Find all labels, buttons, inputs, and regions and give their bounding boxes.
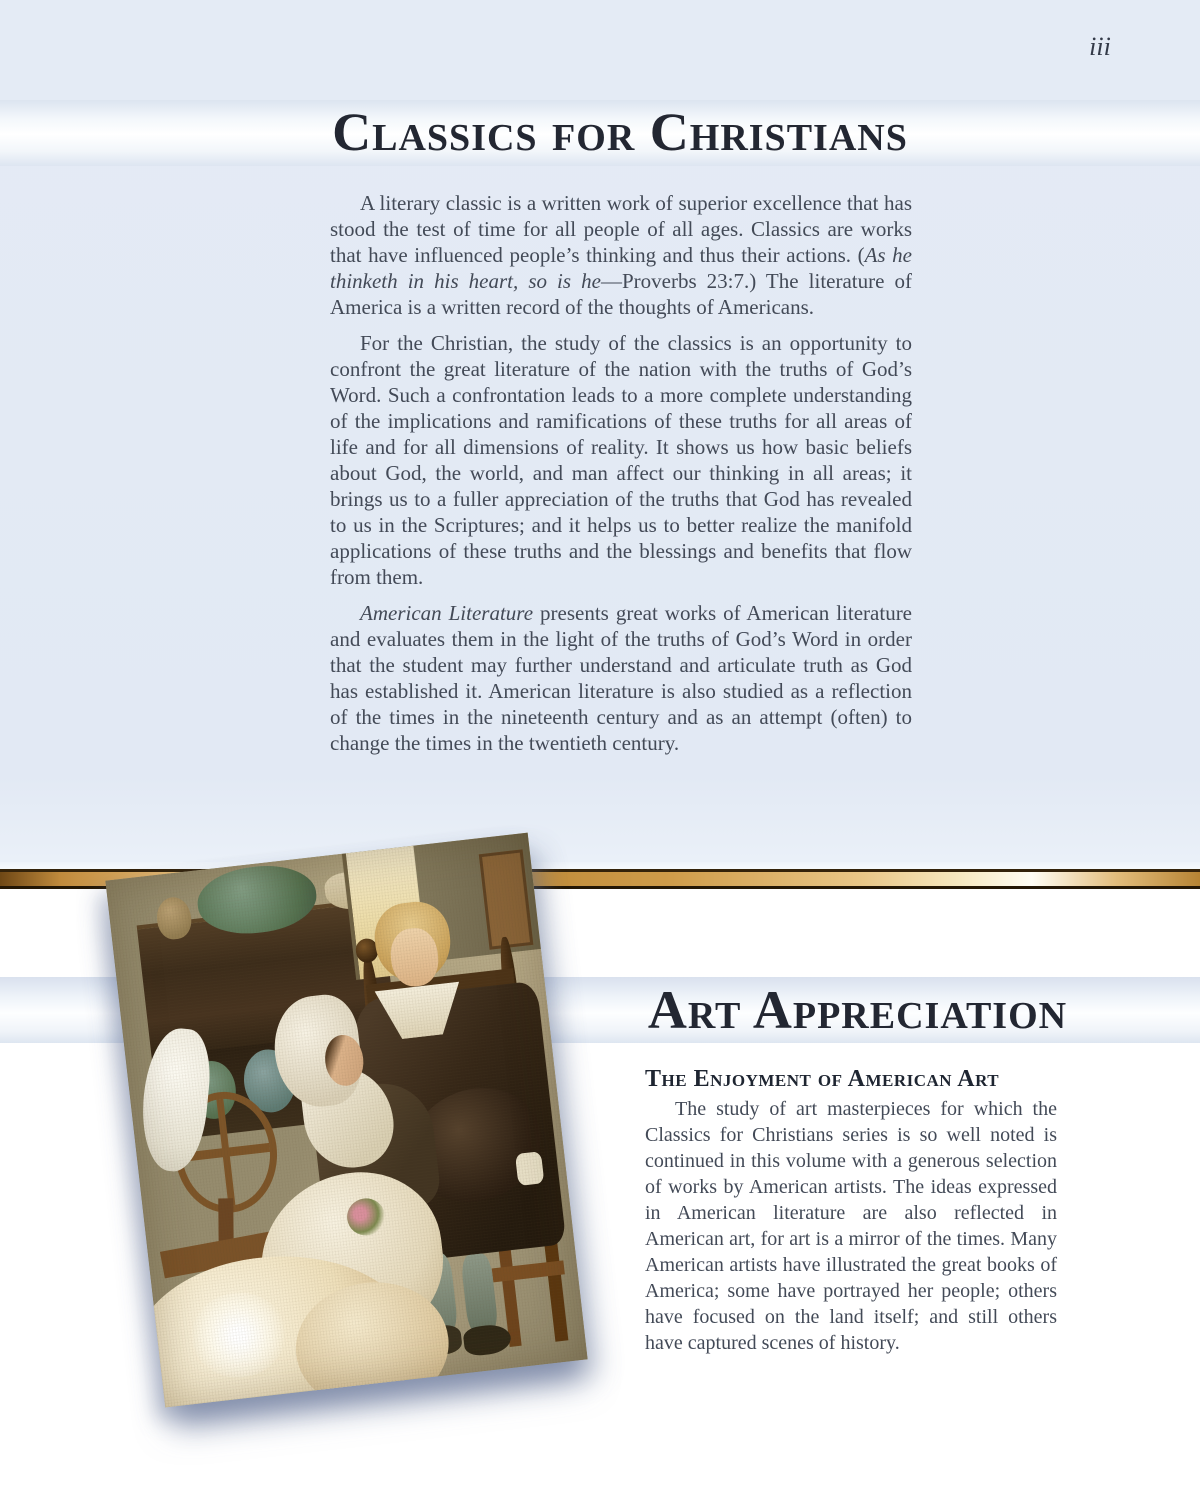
page-number: iii bbox=[1089, 32, 1111, 61]
painting-illustration bbox=[105, 833, 587, 1408]
art-subtitle: The Enjoyment of American Art bbox=[645, 1066, 1000, 1092]
classics-paragraph-2: For the Christian, the study of the classics is an opportunity to confront the great literature of the nation with the truths of God’s Word. Such a confrontation leads to a more complete understanding of the implications and ramifications of these truths for all areas of life and for all dimensions of reality. It shows us how basic beliefs about God, the world, and man affect our thinking in all areas; it brings us to a fuller appreciation of the truths that God has revealed to us in the Scriptures; and it helps us to better realize the manifold applications of these truths and the blessings and benefits that flow from them. bbox=[330, 331, 912, 589]
classics-paragraph-3: American Literature presents great works of American literature and evaluates them in the light of the truths of God’s Word in order that the student may further understand and articulate truth as God has established it. American literature is also studied as a reflection of the times in the nineteenth century and as an attempt (often) to change the times in the twentieth century. bbox=[330, 601, 913, 755]
art-body-column bbox=[645, 1096, 1057, 1356]
art-title: Art Appreciation bbox=[647, 980, 1068, 1040]
classics-title: Classics for Christians bbox=[332, 102, 908, 162]
art-paragraph: The study of art masterpieces for which the Classics for Christians series is so well noted is continued in this volume with a generous selection of works by American artists. The ideas expressed in American literature are also reflected in American art, for art is a mirror of the times. Many American artists have illustrated the great books of America; some have portrayed her people; others have focused on the land itself; and still others have captured scenes of history. bbox=[645, 1098, 1057, 1354]
classics-paragraph-1: A literary classic is a written work of superior excellence that has stood the test of time for all people of all ages. Classics are works that have influenced people’s thinking and thus their actions. (As he thinketh in his heart, so is he—Proverbs 23:7.) The literature of America is a written record of the thoughts of Americans. bbox=[330, 191, 913, 319]
classics-body-column bbox=[330, 190, 912, 766]
painting-texture-overlay bbox=[105, 833, 587, 1408]
